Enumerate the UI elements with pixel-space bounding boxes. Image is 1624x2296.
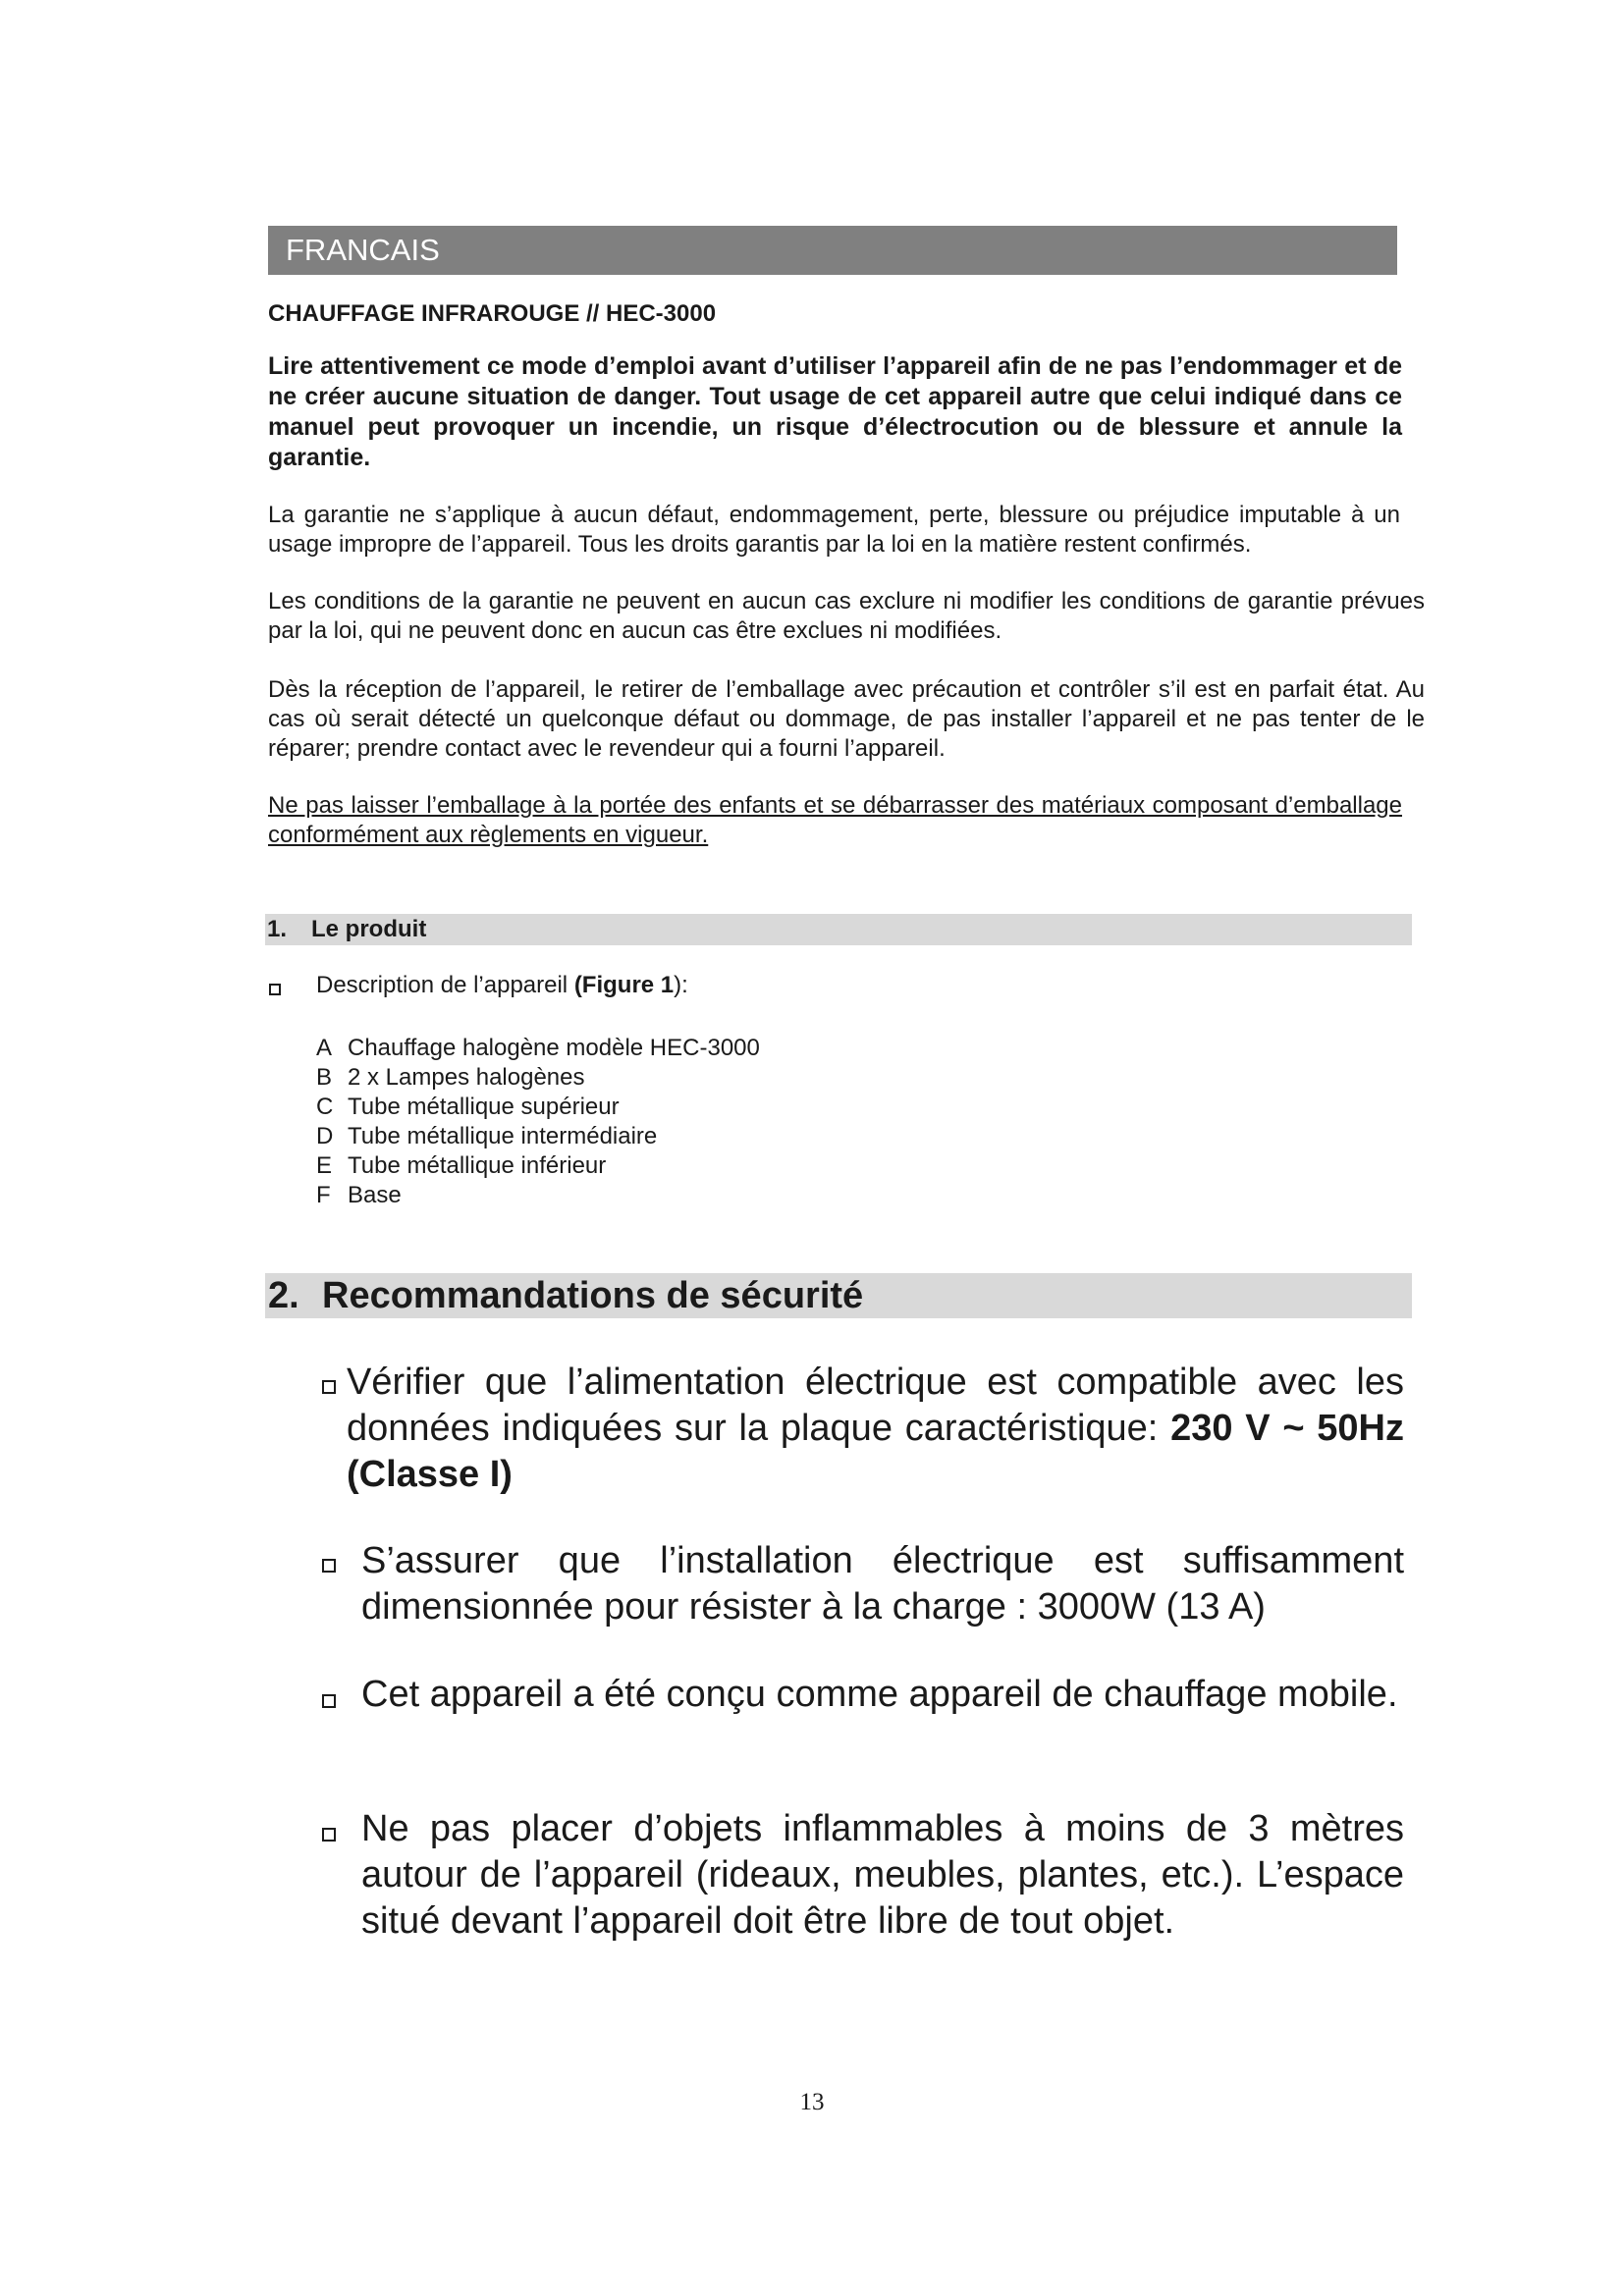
part-letter: E xyxy=(316,1152,333,1179)
page-number: 13 xyxy=(799,2089,825,2115)
section-1-title: Le produit xyxy=(311,916,427,942)
document-title: CHAUFFAGE INFRAROUGE // HEC-3000 xyxy=(268,300,717,327)
section-2-heading xyxy=(265,1273,1412,1318)
language-header: FRANCAIS xyxy=(268,226,1397,275)
device-description-line xyxy=(316,972,688,999)
recommendation-flammable-objects: Ne pas placer d’objets inflammables à moins de 3 mètres autour de l’appareil (rideaux, meubles, plantes, etc.). L’espace situé devant l’appareil doit être libre de tout objet. xyxy=(361,1808,1404,1942)
recommendation-mobile-heater: Cet appareil a été conçu comme appareil de chauffage mobile. xyxy=(361,1674,1398,1715)
part-item xyxy=(316,1122,760,1151)
part-letter: B xyxy=(316,1064,333,1091)
part-text: Tube métallique supérieur xyxy=(348,1094,620,1120)
checkbox-bullet-icon xyxy=(322,1380,336,1394)
parts-list xyxy=(316,1034,760,1210)
part-letter: C xyxy=(316,1094,334,1120)
reception-paragraph: Dès la réception de l’appareil, le retirer de l’emballage avec précaution et contrôler s’il est en parfait état. Au cas où serait détecté un quelconque défaut ou dommage, de pas installer l’appareil et ne pas tenter de le réparer; prendre contact avec le revendeur qui a fourni l’appareil. xyxy=(268,676,1425,762)
section-2-title: Recommandations de sécurité xyxy=(322,1275,864,1316)
part-letter: A xyxy=(316,1035,333,1061)
packaging-paragraph xyxy=(268,791,1402,850)
packaging-text: Ne pas laisser l’emballage à la portée des enfants et se débarrasser des matériaux composant d’emballage conformément aux règlements en vigueur. xyxy=(268,792,1402,848)
voltage-spec: 230 V ~ 50Hz (Classe I) xyxy=(347,1408,1404,1495)
warranty-paragraph-1: La garantie ne s’applique à aucun défaut, endommagement, perte, blessure ou préjudice imputable à un usage impropre de l’appareil. Tous les droits garantis par la loi en la matière restent confirmés. xyxy=(268,502,1400,558)
part-item xyxy=(316,1151,760,1181)
part-text: Tube métallique inférieur xyxy=(348,1152,607,1179)
checkbox-bullet-icon xyxy=(322,1559,336,1573)
part-letter: D xyxy=(316,1123,334,1149)
part-text: Tube métallique intermédiaire xyxy=(348,1123,658,1149)
checkbox-bullet-icon xyxy=(269,984,281,995)
part-letter: F xyxy=(316,1182,331,1208)
part-item xyxy=(316,1093,760,1122)
figure-reference: (Figure 1 xyxy=(573,972,675,998)
checkbox-bullet-icon xyxy=(322,1694,336,1708)
part-item xyxy=(316,1063,760,1093)
part-text: Base xyxy=(348,1182,402,1208)
recommendation-power-supply xyxy=(347,1360,1404,1498)
description-prefix: Description de l’appareil xyxy=(316,972,574,998)
safety-warning-paragraph: Lire attentivement ce mode d’emploi avant d’utiliser l’appareil afin de ne pas l’endommager et de ne créer aucune situation de danger. Tout usage de cet appareil autre que celui indiqué dans ce manuel peut provoquer un incendie, un risque d’électrocution ou de blessure et annule la garantie. xyxy=(268,352,1402,471)
checkbox-bullet-icon xyxy=(322,1828,336,1842)
part-item xyxy=(316,1181,760,1210)
section-1-heading xyxy=(265,914,1412,945)
part-text: Chauffage halogène modèle HEC-3000 xyxy=(348,1035,760,1061)
section-1-number: 1. xyxy=(267,916,288,942)
warranty-paragraph-2: Les conditions de la garantie ne peuvent en aucun cas exclure ni modifier les conditions de garantie prévues par la loi, qui ne peuvent donc en aucun cas être exclues ni modifiées. xyxy=(268,588,1425,644)
part-text: 2 x Lampes halogènes xyxy=(348,1064,585,1091)
description-suffix: ): xyxy=(674,972,688,998)
section-2-number: 2. xyxy=(268,1275,299,1316)
recommendation-electrical-load: S’assurer que l’installation électrique est suffisamment dimensionnée pour résister à la charge : 3000W (13 A) xyxy=(361,1540,1404,1628)
recommendation-text: Vérifier que l’alimentation électrique est compatible avec les données indiquées sur la plaque caractéristique: xyxy=(347,1362,1404,1449)
part-item xyxy=(316,1034,760,1063)
